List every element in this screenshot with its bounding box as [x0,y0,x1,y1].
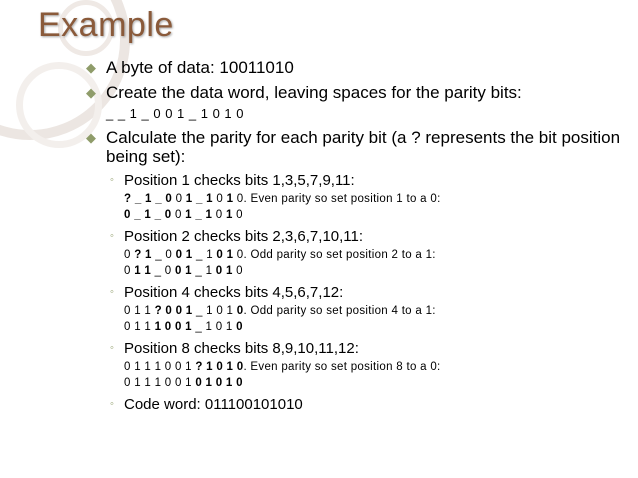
sub-bullet-item [72,228,622,245]
bits-bold: 0 1 [175,249,196,261]
bits-bold: 0 _ 1 _ 0 [124,209,175,221]
bits-regular: 0 [215,209,226,221]
bits-regular: 0. Even parity so set position 1 to a 0: [236,193,441,205]
sub-bullet-text: Position 4 checks bits 4,5,6,7,12: [124,284,344,301]
bits-regular: 0 1 1 1 0 0 1 [124,361,196,373]
bullet-text: A byte of data: 10011010 [106,58,294,77]
bits-regular: 0 [174,209,186,221]
sub-list [72,172,622,413]
bits-regular: . Even parity so set position 8 to a 0: [243,361,441,373]
sub-bullet-marker-icon: ◦ [110,286,114,298]
bits-bold: 0 [236,305,244,317]
bits-regular: _ 1 [195,265,216,277]
sub-bullet-item [72,396,622,413]
bits-bold: ? 1 0 1 0 [195,361,244,373]
bits-bold: 0 1 [216,249,237,261]
bits-bold: 1 _ 1 [185,193,217,205]
sub-bullet-marker-icon: ◦ [110,174,114,186]
bits-regular: . Odd parity so set position 4 to a 1: [243,305,436,317]
slide-content [72,58,622,415]
bits-bold: 0 1 [174,265,196,277]
bits-regular: 0 [216,193,227,205]
bits-regular: _ 1 0 1 [195,321,237,333]
bits-regular: 0 [124,249,135,261]
bits-regular: _ 1 [196,249,217,261]
sub-bullet-item [72,284,622,301]
bits-regular: _ 0 [154,265,175,277]
parity-line-after [72,375,622,391]
parity-line-before [72,303,622,319]
bits-bold: 1 [225,209,237,221]
parity-check-item [72,340,622,391]
sub-bullet-marker-icon: ◦ [110,342,114,354]
bits-regular: 0 1 1 [124,305,155,317]
slide-title: Example [38,6,174,44]
bits-regular: _ 1 0 1 [195,305,237,317]
bits-regular: _ 0 [155,249,176,261]
parity-line-before [72,247,622,263]
bits-bold: 1 [226,193,237,205]
bullet-item [72,128,622,166]
bits-bold: 0 [236,321,243,333]
bits-regular: 0 [175,193,186,205]
bullet-marker-icon: ◆ [86,130,96,145]
parity-line-after [72,263,622,279]
bits-bold: 0 1 [215,265,237,277]
bullet-item [72,83,622,102]
parity-line-before [72,191,622,207]
bullet-text: Create the data word, leaving spaces for the parity bits: [106,83,522,102]
sub-bullet-text: Position 8 checks bits 8,9,10,11,12: [124,340,359,357]
bits-regular: 0 [236,265,243,277]
parity-line-after [72,319,622,335]
sub-bullet-marker-icon: ◦ [110,230,114,242]
bits-regular: 0 [236,209,243,221]
sub-bullet-marker-icon: ◦ [110,398,114,410]
bits-bold: ? 1 [134,249,156,261]
bullet-item [72,58,622,77]
parity-line-before [72,359,622,375]
data-word: _ _ 1 _ 0 0 1 _ 1 0 1 0 [106,106,244,121]
bits-regular: 0. Odd parity so set position 2 to a 1: [236,249,436,261]
code-word: Code word: 011100101010 [124,396,303,413]
bullet-text: Calculate the parity for each parity bit (a ? represents the bit position being set): [106,128,621,166]
bits-bold: 1 0 0 1 [154,321,196,333]
bits-bold: ? _ 1 _ 0 [124,193,176,205]
bullet-marker-icon: ◆ [86,85,96,100]
sub-bullet-item [72,340,622,357]
bits-bold: 1 1 [134,265,155,277]
bits-regular: 0 1 1 1 0 0 1 [124,377,196,389]
bits-regular: 0 1 1 [124,321,155,333]
bullet-marker-icon: ◆ [86,60,96,75]
bits-bold: 1 _ 1 [185,209,216,221]
sub-bullet-text: Position 2 checks bits 2,3,6,7,10,11: [124,228,364,245]
parity-check-item [72,284,622,335]
parity-line-after [72,207,622,223]
parity-check-item [72,228,622,279]
parity-check-item [72,172,622,223]
bits-regular: 0 [124,265,135,277]
bits-bold: 0 1 0 1 0 [195,377,243,389]
bits-bold: ? 0 0 1 [154,305,196,317]
sub-bullet-item [72,172,622,189]
sub-bullet-text: Position 1 checks bits 1,3,5,7,9,11: [124,172,355,189]
